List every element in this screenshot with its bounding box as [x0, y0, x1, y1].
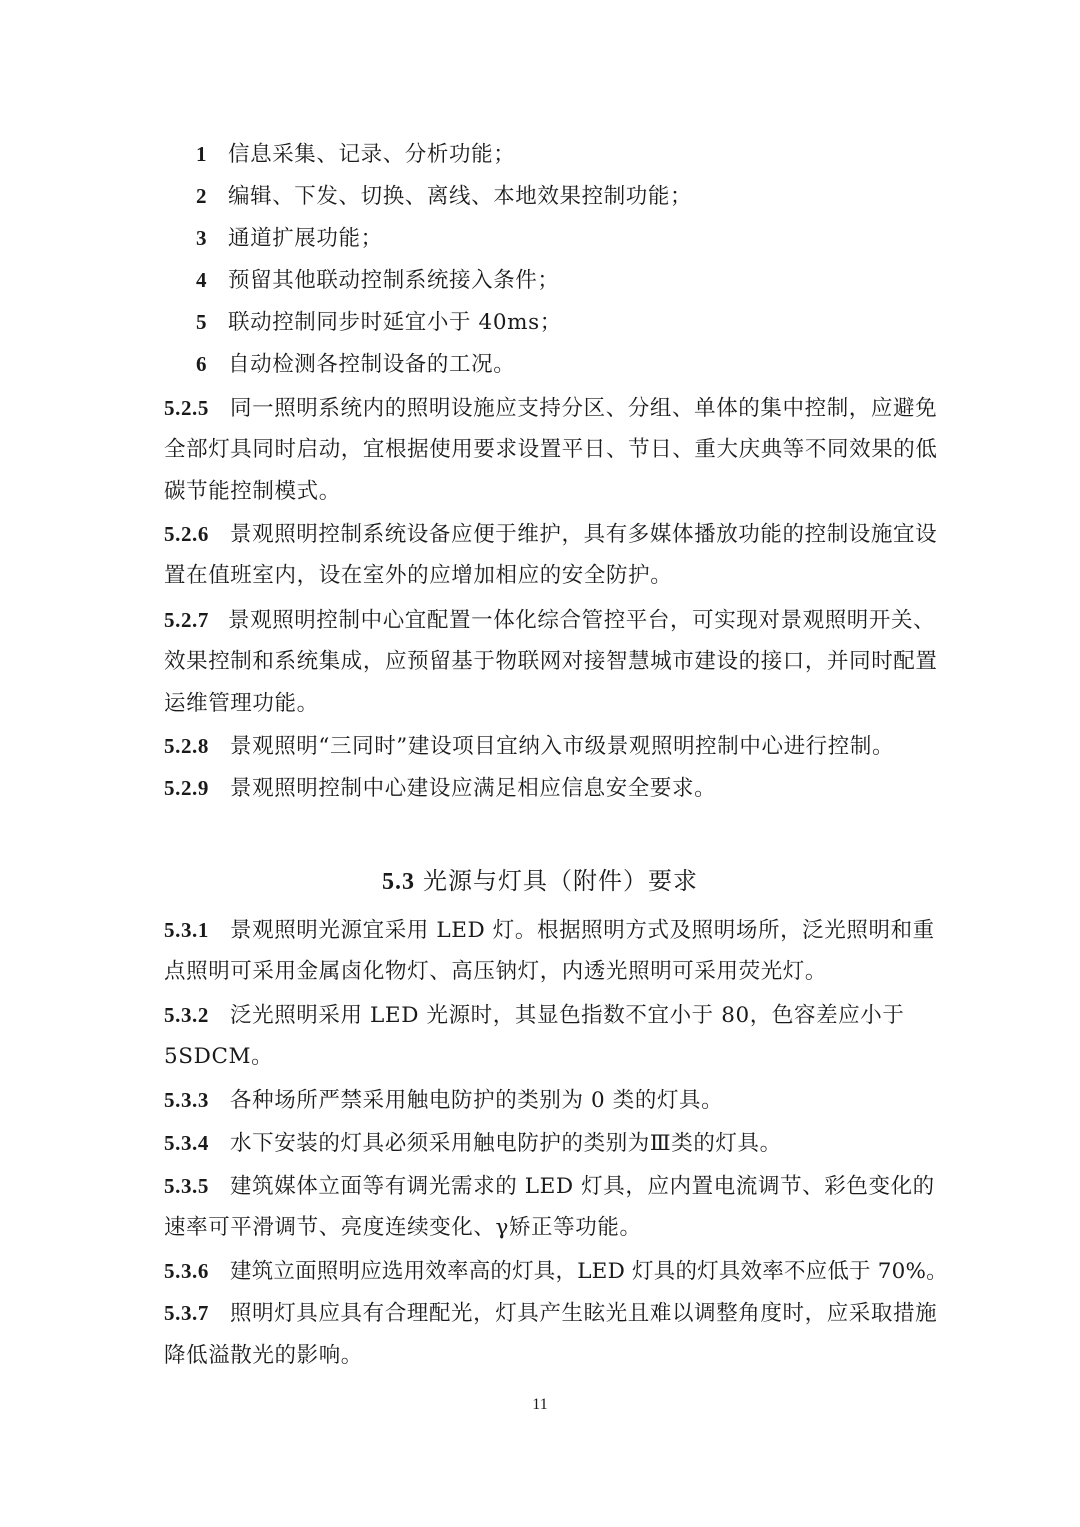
list-item: [196, 265, 560, 296]
clause-number: 5.3.1: [164, 918, 209, 942]
list-item-text: 联动控制同步时延宜小于 40ms；: [228, 310, 562, 335]
clause-5-3-4: [164, 1128, 782, 1159]
section-heading: [0, 864, 1080, 899]
clause-text: 建筑立面照明应选用效率高的灯具，LED 灯具的灯具效率不应低于 70%。: [230, 1259, 948, 1284]
clause-number: 5.2.7: [164, 608, 209, 632]
list-item: [196, 349, 515, 380]
list-item-number: 3: [196, 226, 208, 250]
clause-5-3-7: [164, 1298, 937, 1329]
clause-5-2-8: [164, 731, 894, 762]
list-item-number: 2: [196, 184, 208, 208]
list-item: [196, 139, 515, 170]
clause-5-2-7: [164, 605, 935, 636]
clause-number: 5.2.5: [164, 396, 209, 420]
list-item-number: 1: [196, 142, 208, 166]
clause-text-line: 点照明可采用金属卤化物灯、高压钠灯，内透光照明可采用荧光灯。: [164, 959, 828, 984]
clause-text: 各种场所严禁采用触电防护的类别为 0 类的灯具。: [230, 1088, 724, 1113]
clause-text: 景观照明控制中心建设应满足相应信息安全要求。: [230, 776, 717, 801]
clause-text: 水下安装的灯具必须采用触电防护的类别为Ⅲ类的灯具。: [230, 1131, 782, 1156]
clause-text: 同一照明系统内的照明设施应支持分区、分组、单体的集中控制，应避免: [230, 396, 938, 421]
clause-number: 5.2.9: [164, 776, 209, 800]
list-item-number: 6: [196, 352, 208, 376]
clause-text: 景观照明“三同时”建设项目宜纳入市级景观照明控制中心进行控制。: [230, 734, 895, 759]
clause-text-line: 5SDCM。: [164, 1044, 274, 1069]
clause-number: 5.3.3: [164, 1088, 209, 1112]
clause-5-3-2: [164, 1000, 904, 1031]
clause-number: 5.3.7: [164, 1301, 209, 1325]
clause-5-3-1: [164, 915, 935, 946]
clause-5-3-3: [164, 1085, 723, 1116]
clause-5-3-5: [164, 1171, 935, 1202]
clause-text-line: 速率可平滑调节、亮度连续变化、γ矫正等功能。: [164, 1215, 642, 1240]
list-item: [196, 223, 383, 254]
clause-text: 建筑媒体立面等有调光需求的 LED 灯具，应内置电流调节、彩色变化的: [230, 1174, 935, 1199]
clause-text: 照明灯具应具有合理配光，灯具产生眩光且难以调整角度时，应采取措施: [230, 1301, 938, 1326]
list-item-text: 编辑、下发、切换、离线、本地效果控制功能；: [228, 184, 693, 209]
page-number: 11: [532, 1396, 548, 1413]
clause-text-line: 全部灯具同时启动，宜根据使用要求设置平日、节日、重大庆典等不同效果的低: [164, 437, 938, 462]
clause-number: 5.2.8: [164, 734, 209, 758]
section-number: 5.3: [382, 869, 415, 895]
clause-text-line: 降低溢散光的影响。: [164, 1343, 363, 1368]
clause-text-line: 运维管理功能。: [164, 691, 319, 716]
clause-text: 泛光照明采用 LED 光源时，其显色指数不宜小于 80，色容差应小于: [230, 1003, 905, 1028]
clause-text-line: 置在值班室内，设在室外的应增加相应的安全防护。: [164, 563, 673, 588]
clause-5-2-9: [164, 773, 716, 804]
clause-text: 景观照明控制系统设备应便于维护，具有多媒体播放功能的控制设施宜设: [230, 522, 938, 547]
clause-text: 景观照明控制中心宜配置一体化综合管控平台，可实现对景观照明开关、: [228, 608, 936, 633]
section-title: 光源与灯具（附件）要求: [423, 867, 698, 895]
list-item: [196, 181, 692, 212]
list-item-text: 自动检测各控制设备的工况。: [228, 352, 516, 377]
list-item-text: 信息采集、记录、分析功能；: [228, 142, 516, 167]
list-item-number: 5: [196, 310, 208, 334]
clause-number: 5.3.2: [164, 1003, 209, 1027]
list-item-text: 通道扩展功能；: [228, 226, 383, 251]
list-item-text: 预留其他联动控制系统接入条件；: [228, 268, 560, 293]
clause-5-3-6: [164, 1256, 948, 1287]
list-item-number: 4: [196, 268, 208, 292]
clause-number: 5.2.6: [164, 522, 209, 546]
list-item: [196, 307, 562, 338]
clause-text: 景观照明光源宜采用 LED 灯。根据照明方式及照明场所，泛光照明和重: [230, 918, 935, 943]
clause-number: 5.3.6: [164, 1259, 209, 1283]
clause-number: 5.3.5: [164, 1174, 209, 1198]
clause-5-2-5: [164, 393, 937, 424]
clause-text-line: 效果控制和系统集成，应预留基于物联网对接智慧城市建设的接口，并同时配置: [164, 649, 938, 674]
clause-text-line: 碳节能控制模式。: [164, 479, 341, 504]
clause-5-2-6: [164, 519, 937, 550]
clause-number: 5.3.4: [164, 1131, 209, 1155]
